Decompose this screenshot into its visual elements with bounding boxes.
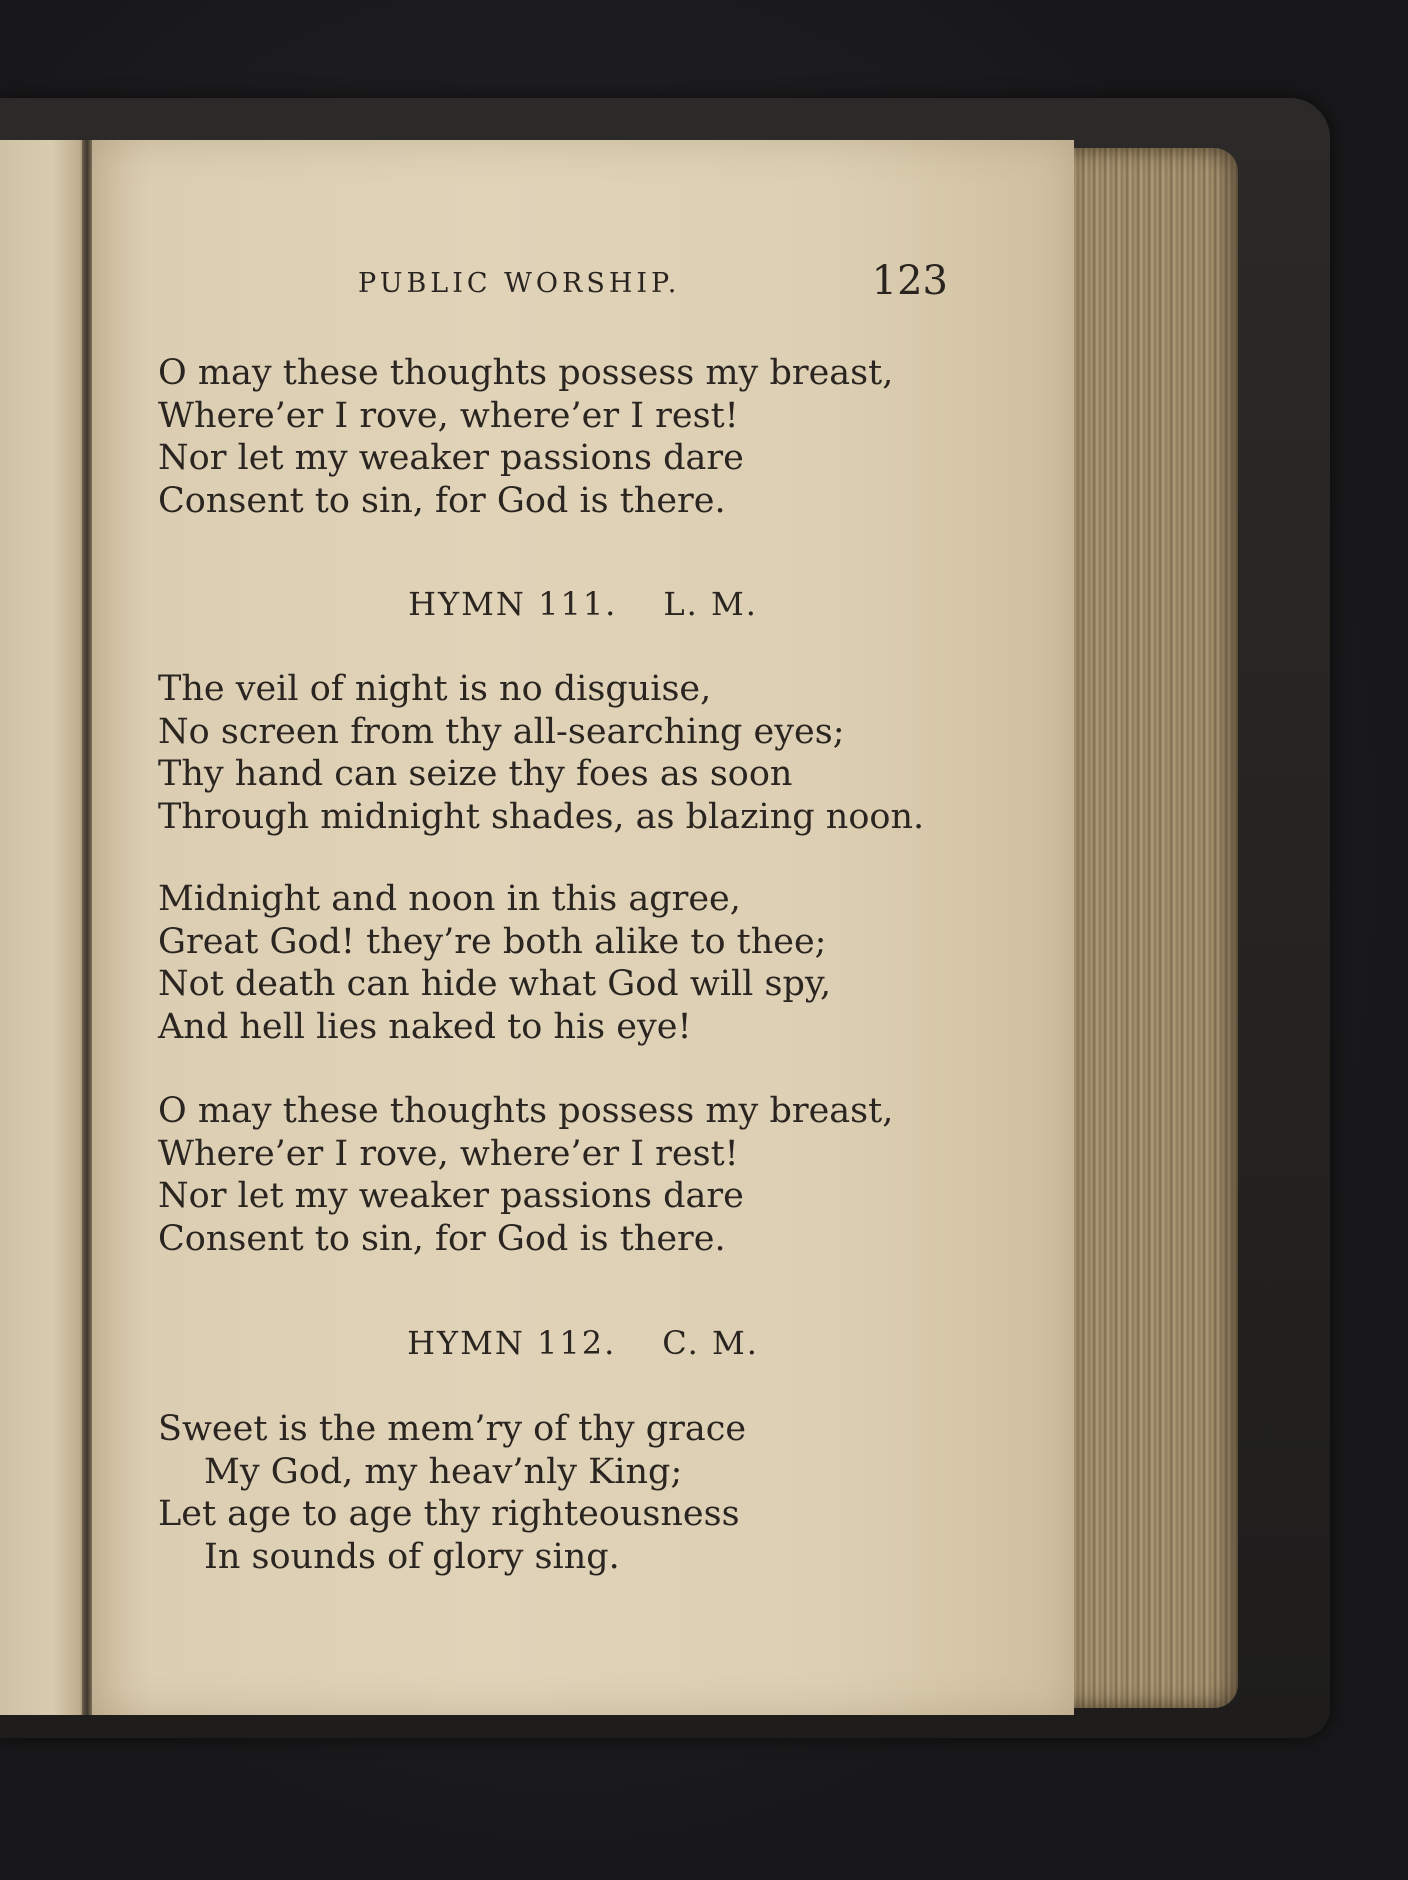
hymn-112-heading [92, 1324, 1074, 1362]
verse-line: Where’er I rove, where’er I rest! [158, 395, 739, 436]
page-block-edges [1056, 148, 1238, 1708]
verse-line: Consent to sin, for God is there. [158, 480, 726, 521]
hymn-111-stanza-3 [158, 1090, 893, 1260]
hymn-112-stanza-1 [158, 1408, 746, 1578]
hymn-111-stanza-1 [158, 668, 924, 838]
verse-line: Let age to age thy righteousness [158, 1494, 740, 1534]
verse-line: No screen from thy all-searching eyes; [158, 711, 845, 752]
verse-line: Thy hand can seize thy foes as soon [158, 754, 793, 794]
page-number: 123 [871, 258, 948, 304]
verse-line: Sweet is the mem’ry of thy grace [158, 1409, 747, 1449]
verse-line: The veil of night is no disguise, [158, 669, 712, 709]
verse-line: Nor let my weaker passions dare [158, 1176, 744, 1216]
stanza-continuation [158, 352, 893, 522]
verse-line: My God, my heav’nly King; [204, 1451, 683, 1492]
hymn-meter: C. M. [662, 1324, 759, 1362]
hymn-meter: L. M. [663, 585, 758, 623]
hymn-111-stanza-2 [158, 878, 831, 1048]
verse-line: O may these thoughts possess my breast, [158, 1091, 894, 1131]
verse-line: Great God! they’re both alike to thee; [158, 921, 827, 962]
hymn-number: HYMN 111. [408, 585, 618, 623]
hymn-111-heading [92, 585, 1074, 623]
facing-page-edge [0, 140, 86, 1715]
verse-line: And hell lies naked to his eye! [158, 1006, 692, 1047]
verse-line: Not death can hide what God will spy, [158, 964, 832, 1004]
verse-line: Nor let my weaker passions dare [158, 438, 744, 478]
running-title: PUBLIC WORSHIP. [358, 268, 681, 299]
verse-line: Where’er I rove, where’er I rest! [158, 1133, 739, 1174]
verse-line: In sounds of glory sing. [204, 1536, 620, 1577]
verse-line: Midnight and noon in this agree, [158, 879, 741, 919]
page-header [358, 258, 948, 308]
book-gutter [82, 140, 92, 1715]
verse-line: O may these thoughts possess my breast, [158, 353, 894, 393]
verse-line: Consent to sin, for God is there. [158, 1218, 726, 1259]
verse-line: Through midnight shades, as blazing noon. [158, 796, 925, 837]
hymn-number: HYMN 112. [407, 1324, 617, 1362]
